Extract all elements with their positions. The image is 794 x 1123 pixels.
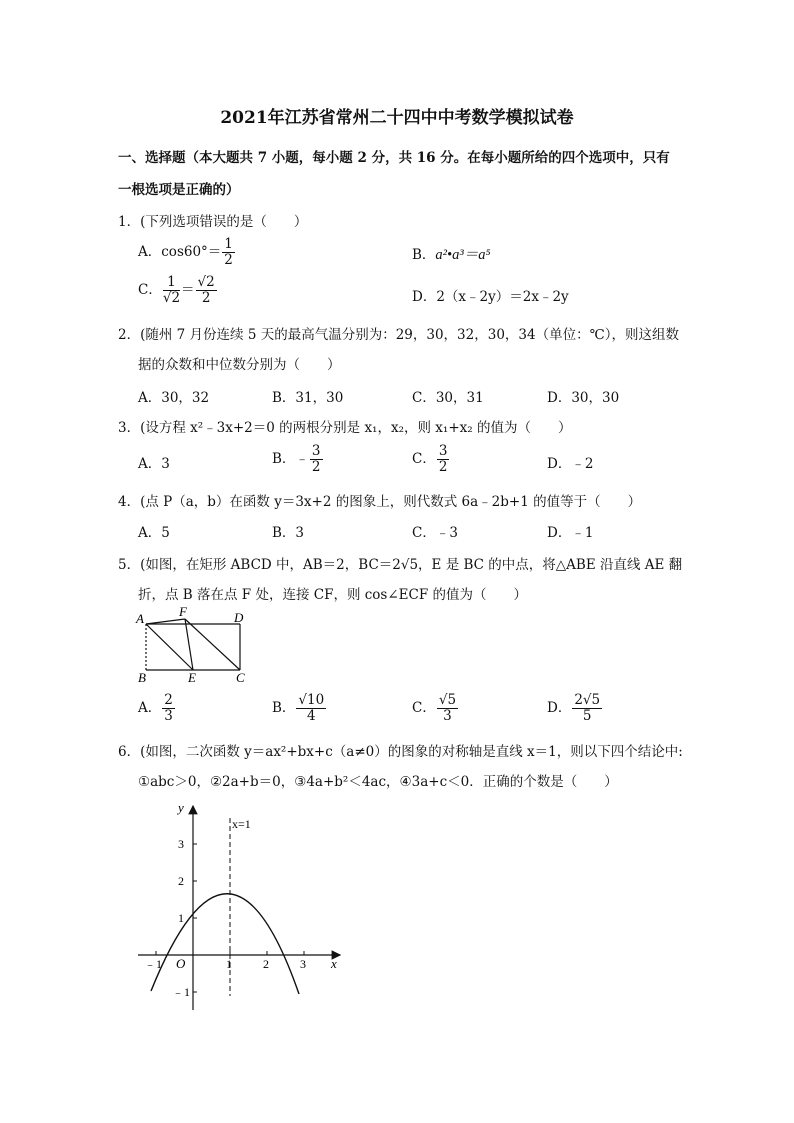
- q1-option-b: B．a²•a³＝a⁵: [412, 247, 491, 263]
- segment-af: [146, 619, 185, 624]
- q1-a-fraction: $\frac{1}{2}$: [224, 236, 233, 268]
- q5-stem: 5．(如图，在矩形 ABCD 中，AB＝2，BC＝2√5，E 是 BC 的中点，将△ABE 沿直线 AE 翻: [118, 557, 683, 573]
- q2-stem: 2．(随州 7 月份连续 5 天的最高气温分别为：29，30，32，30，34（单位：℃），则这组数: [118, 327, 679, 343]
- section-heading-cont: 一根选项是正确的）: [118, 182, 240, 198]
- q3-option-c: C． $\frac{3}{2}$: [412, 443, 448, 475]
- label-c: C: [236, 670, 245, 684]
- q4-stem: 4．(点 P（a，b）在函数 y＝3x+2 的图象上，则代数式 6a﹣2b+1 的值等于（ ）: [118, 494, 642, 510]
- origin-label: O: [176, 956, 186, 971]
- q4-option-d: D．﹣1: [547, 525, 594, 541]
- q2-option-d: D．30，30: [547, 390, 620, 406]
- label-f: F: [179, 604, 187, 619]
- q5-option-b: B． $\frac{√10}{4}$: [272, 692, 325, 724]
- q3-option-b: B．﹣ $\frac{3}{2}$: [272, 443, 321, 475]
- section-heading: 一、选择题（本大题共 7 小题，每小题 2 分，共 16 分。在每小题所给的四个选项中，只有: [118, 150, 670, 166]
- q1-stem: 1．(下列选项错误的是（ ）: [118, 214, 308, 230]
- xtick-2: 2: [263, 957, 269, 971]
- q6-stem-cont: ①abc＞0，②2a+b＝0，③4a+b²＜4ac，④3a+c＜0．正确的个数是（ ）: [138, 774, 618, 790]
- parabola-curve: [151, 894, 299, 994]
- segment-fc: [185, 619, 240, 670]
- q5-option-c: C． $\frac{√5}{3}$: [412, 692, 457, 724]
- q3-option-a: A．3: [138, 456, 170, 472]
- q5-stem-cont: 折，点 B 落在点 F 处，连接 CF，则 cos∠ECF 的值为（ ）: [138, 587, 528, 603]
- label-d: D: [234, 610, 244, 625]
- q5-option-d: D． $\frac{2√5}{5}$: [547, 692, 601, 724]
- label-b: B: [138, 670, 146, 684]
- segment-fe: [185, 619, 193, 670]
- rectangle-figure: [130, 604, 260, 684]
- xtick-1: 1: [226, 957, 232, 971]
- q2-option-a: A．30，32: [138, 390, 210, 406]
- q1-option-a: A．cos60°＝ $\frac{1}{2}$: [138, 236, 233, 268]
- page-title: 2021年江苏省常州二十四中中考数学模拟试卷: [220, 108, 574, 128]
- ytick-3: 3: [178, 837, 184, 851]
- x-axis-label: x: [331, 956, 337, 971]
- y-axis-label: y: [178, 800, 184, 815]
- q1-option-c: C． $\frac{1}{√2}$ ＝ $\frac{√2}{2}$: [138, 274, 215, 306]
- parabola-graph: [130, 798, 360, 1023]
- ytick-neg1: ﹣1: [172, 985, 191, 999]
- q2-stem-cont: 据的众数和中位数分别为（ ）: [138, 357, 341, 373]
- xtick-3: 3: [300, 957, 306, 971]
- label-e: E: [188, 670, 196, 684]
- q4-option-a: A．5: [138, 525, 170, 541]
- q4-option-b: B．3: [272, 525, 305, 541]
- ytick-1: 1: [178, 911, 184, 925]
- q5-option-a: A． $\frac{2}{3}$: [138, 692, 173, 724]
- segment-ae: [146, 624, 193, 670]
- symmetry-label: x=1: [232, 817, 251, 831]
- label-a: A: [136, 611, 144, 626]
- xtick-neg1: ﹣1: [144, 957, 163, 971]
- q2-option-b: B．31，30: [272, 390, 344, 406]
- q3-stem: 3．(设方程 x²﹣3x+2＝0 的两根分别是 x₁，x₂，则 x₁+x₂ 的值为（ ）: [118, 420, 572, 436]
- q6-stem: 6．(如图，二次函数 y＝ax²+bx+c（a≠0）的图象的对称轴是直线 x＝1，则以下四个结论中:: [118, 744, 683, 760]
- q1-option-d: D．2（x﹣2y）＝2x﹣2y: [412, 289, 569, 305]
- q2-option-c: C．30，31: [412, 390, 484, 406]
- q3-option-d: D．﹣2: [547, 456, 594, 472]
- q4-option-c: C．﹣3: [412, 525, 458, 541]
- ytick-2: 2: [178, 874, 184, 888]
